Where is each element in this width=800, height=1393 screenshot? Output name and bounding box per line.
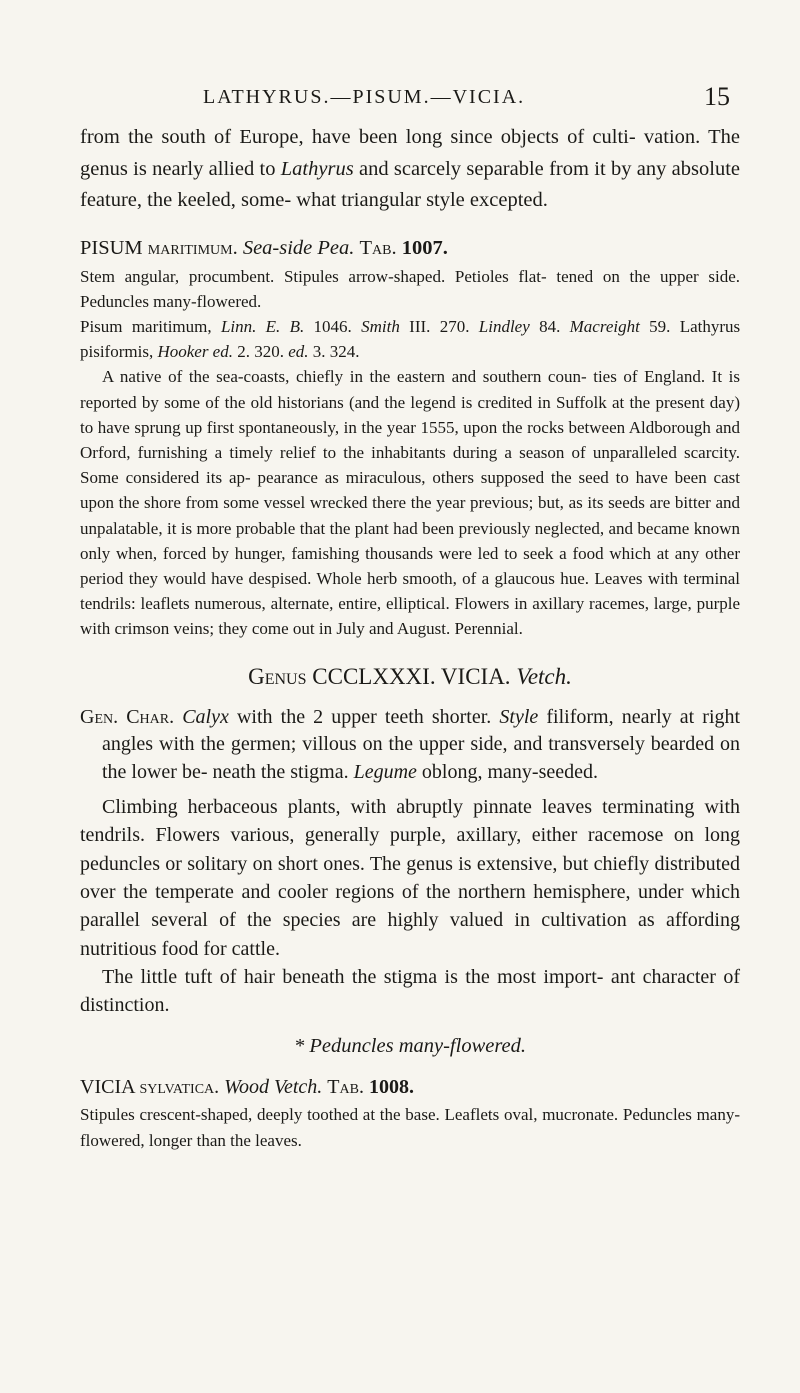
vicia-genus: VICIA [80,1076,135,1099]
vicia-tab-label: Tab. [327,1076,364,1099]
pisum-common: Sea-side Pea. [242,236,355,259]
syn6-ref: ed. [288,342,309,362]
genus-common: Vetch. [516,663,572,689]
legume-text: oblong, many-seeded. [421,760,598,783]
syn6-num: 3. 324. [312,342,360,362]
genus-description: Climbing herbaceous plants, with abruptly pinnate leaves terminating with tendrils. Flowers various, generally purple, axillary, either racemose on long peduncles or solitary on short ones. The genus is extensive, but chiefly distributed over the temperate and cooler regions of the northern hemisphere, under which parallel several of the species are highly valued in cultivation as affording nutritious food for cattle. [80,796,740,960]
genus-label: Genus [248,663,307,689]
style-text: filiform, nearly at right angles with the germen; villous on the upper side, and transversely bearded on the lower be- neath the stigma. [102,705,741,783]
syn4-num: 59. [649,316,671,336]
pisum-synonyms [80,314,740,364]
vicia-species: sylvatica. [139,1076,220,1099]
syn5-ref: Hooker ed. [157,342,233,362]
vicia-tab-number: 1008. [368,1076,414,1099]
lead-text-end: and scarcely separable from it by any absolute feature, the keeled, some- what triangular style excepted. [80,157,741,211]
pisum-description: Stem angular, procumbent. Stipules arrow-shaped. Petioles flat- tened on the upper side. Peduncles many-flowered. [80,266,740,311]
genus-note: The little tuft of hair beneath the stigma is the most import- ant character of distinction. [80,965,740,1017]
syn5-num: 2. 320. [237,342,284,362]
page-body [80,122,740,1153]
vicia-description: Stipules crescent-shaped, deeply toothed at the base. Leaflets oval, mucronate. Peduncles many-flowered, longer than the leaves. [80,1105,740,1150]
syn3-num: 84. [539,316,561,336]
pisum-heading [80,233,740,264]
pisum-note: A native of the sea-coasts, chiefly in the eastern and southern coun- ties of England. It is reported by some of the old historians (and the legend is credited in Suffolk at the present day) to have sprung up first spontaneously, in the year 1555, upon the rocks between Aldborough and Orford, furnishing a timely relief to the inhabitants during a season of unparalleled scarcity. Some considered its ap- pearance as miraculous, others supposed the seed to have been cast upon the shore from some vessel wrecked there the year previous; but, as its seeds are bitter and unpalatable, it is more probable that the plant had been previously neglected, and became known only when, forced by hunger, famishing thousands were led to seek a food which at any other period they would have despised. Whole herb smooth, of a glaucous hue. Leaves with terminal tendrils: leaflets numerous, alternate, entire, elliptical. Flowers in axillary racemes, large, purple with crimson veins; they come out in July and August. Perennial. [80,367,740,639]
syn1: Pisum maritimum, [80,316,212,336]
running-title: LATHYRUS.—PISUM.—VICIA. [203,86,526,108]
syn2-num: III. 270. [409,316,470,336]
vicia-heading [80,1072,740,1102]
pisum-species: maritimum. [147,236,238,259]
lead-latin: Lathyrus [280,157,354,180]
section-heading: * Peduncles many-flowered. [293,1035,527,1058]
syn3-ref: Lindley [478,316,530,336]
pisum-tab-label: Tab. [359,236,397,259]
syn2-ref: Smith [361,316,400,336]
style-term: Style [499,705,539,728]
vicia-common: Wood Vetch. [224,1076,323,1099]
pisum-tab-number: 1007. [401,236,448,259]
syn4-ref: Macreight [569,316,640,336]
genus-name: VICIA. [440,663,511,689]
syn1-ref: Linn. E. B. [220,316,305,336]
gen-char-label: Gen. Char. [80,705,175,728]
syn5: Lathyrus pisiformis, [80,316,741,362]
genus-heading [80,658,740,696]
lead-text: from the south of Europe, have been long since objects of culti- vation. The genus is nearly allied to [80,126,740,180]
calyx-term: Calyx [182,705,229,728]
legume-term: Legume [353,760,417,783]
calyx-text: with the 2 upper teeth shorter. [236,705,492,728]
genus-numeral: CCCLXXXI. [312,663,436,689]
page-number: 15 [704,82,730,111]
lead-paragraph [80,122,740,217]
generic-character [80,704,740,787]
pisum-genus: PISUM [80,236,143,259]
syn1-num: 1046. [313,316,352,336]
